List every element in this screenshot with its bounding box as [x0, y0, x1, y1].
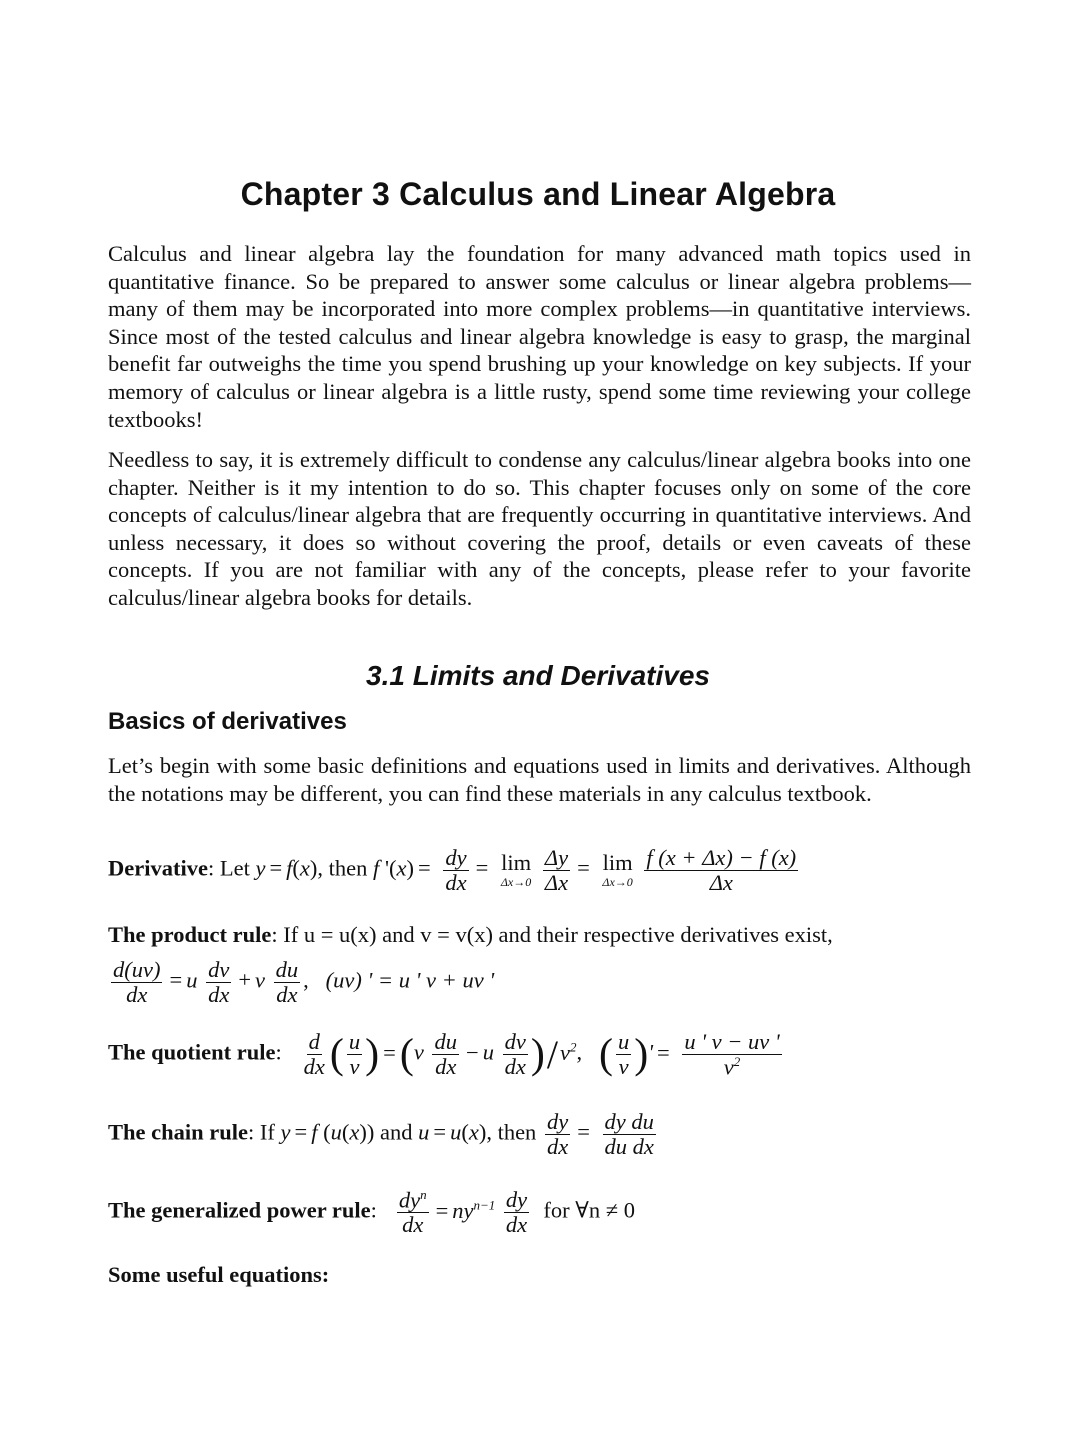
power-rule: The generalized power rule: $\frac{dy^n}{dx}$ = $ny^{n-1}$ $\frac{dy}{dx}$ for ∀n ≠ 0 — [108, 1187, 635, 1238]
chapter-title: Chapter 3 Calculus and Linear Algebra — [240, 176, 836, 212]
product-rule-formula: $\frac{d(uv)}{dx}$ = u $\frac{dv}{dx}$ + v $\frac{du}{dx}$ , (uv) ' = u ' v + uv ' — [113, 957, 495, 1007]
power-rule-label: The generalized power rule — [108, 1197, 371, 1223]
quotient-rule: The quotient rule: $\frac{d}{dx}$ ( $\frac{u}{v}$ ) =(v $\frac{du}{dx}$ − u $\frac{dv}{dx}$ )$/v^2$, ( $\frac{u}{v}$ )' = $\frac{u ' v - uv '}{v^2}$ — [108, 1029, 780, 1080]
section-title: 3.1 Limits and Derivatives — [366, 660, 710, 691]
chain-rule: The chain rule: If y = f (u(x)) and u = u(x), then $\frac{dy}{dx}$ = $\frac{\text{dy du}}{\text{du dx}}$ — [108, 1109, 654, 1159]
intro-paragraph-2: Needless to say, it is extremely difficult to condense any calculus/linear algebra books into one chapter. Neither is it my intention to do so. This chapter focuses only on some of the core concepts of calculus/linear algebra that are frequently occurring in quantitative interviews. And unless necessary, it does so without covering the proof, details or even caveats of these concepts. If you are not familiar with any of the concepts, please refer to your favorite calculus/linear algebra books for details. — [108, 447, 971, 610]
product-rule-label: The product rule — [108, 922, 272, 947]
intro-paragraph-1: Calculus and linear algebra lay the foundation for many advanced math topics used in quantitative finance. So be prepared to answer some calculus or linear algebra problems—many of them may be incorporated into more complex problems—in quantitative interviews. Since most of the tested calculus and linear algebra knowledge is easy to grasp, the marginal benefit far outweighs the time you spend brushing up your knowledge on key subjects. If your memory of calculus or linear algebra is a little rusty, spend some time reviewing your college textbooks! — [108, 241, 971, 432]
chain-rule-label: The chain rule — [108, 1119, 249, 1145]
derivative-label: Derivative — [108, 855, 208, 881]
subsection-title: Basics of derivatives — [108, 708, 347, 735]
useful-equations-label: Some useful equations: — [108, 1262, 330, 1287]
product-rule: The product rule: If u = u(x) and v = v(x) and their respective derivatives exist, — [108, 922, 833, 947]
basics-paragraph: Let’s begin with some basic definitions and equations used in limits and derivatives. Although the notations may be different, you can find these materials in any calculus textbook. — [108, 753, 971, 806]
quotient-rule-label: The quotient rule — [108, 1039, 276, 1065]
derivative-definition: Derivative: Let y = f(x), then f '(x) = $\frac{dy}{dx}$ = lim Δx→0 $\frac{\Delta y}{\Delta x}$ = lim Δx→0 $\frac{f (x + \Delta x) - f (x)}{\Delta x}$ — [108, 845, 797, 895]
